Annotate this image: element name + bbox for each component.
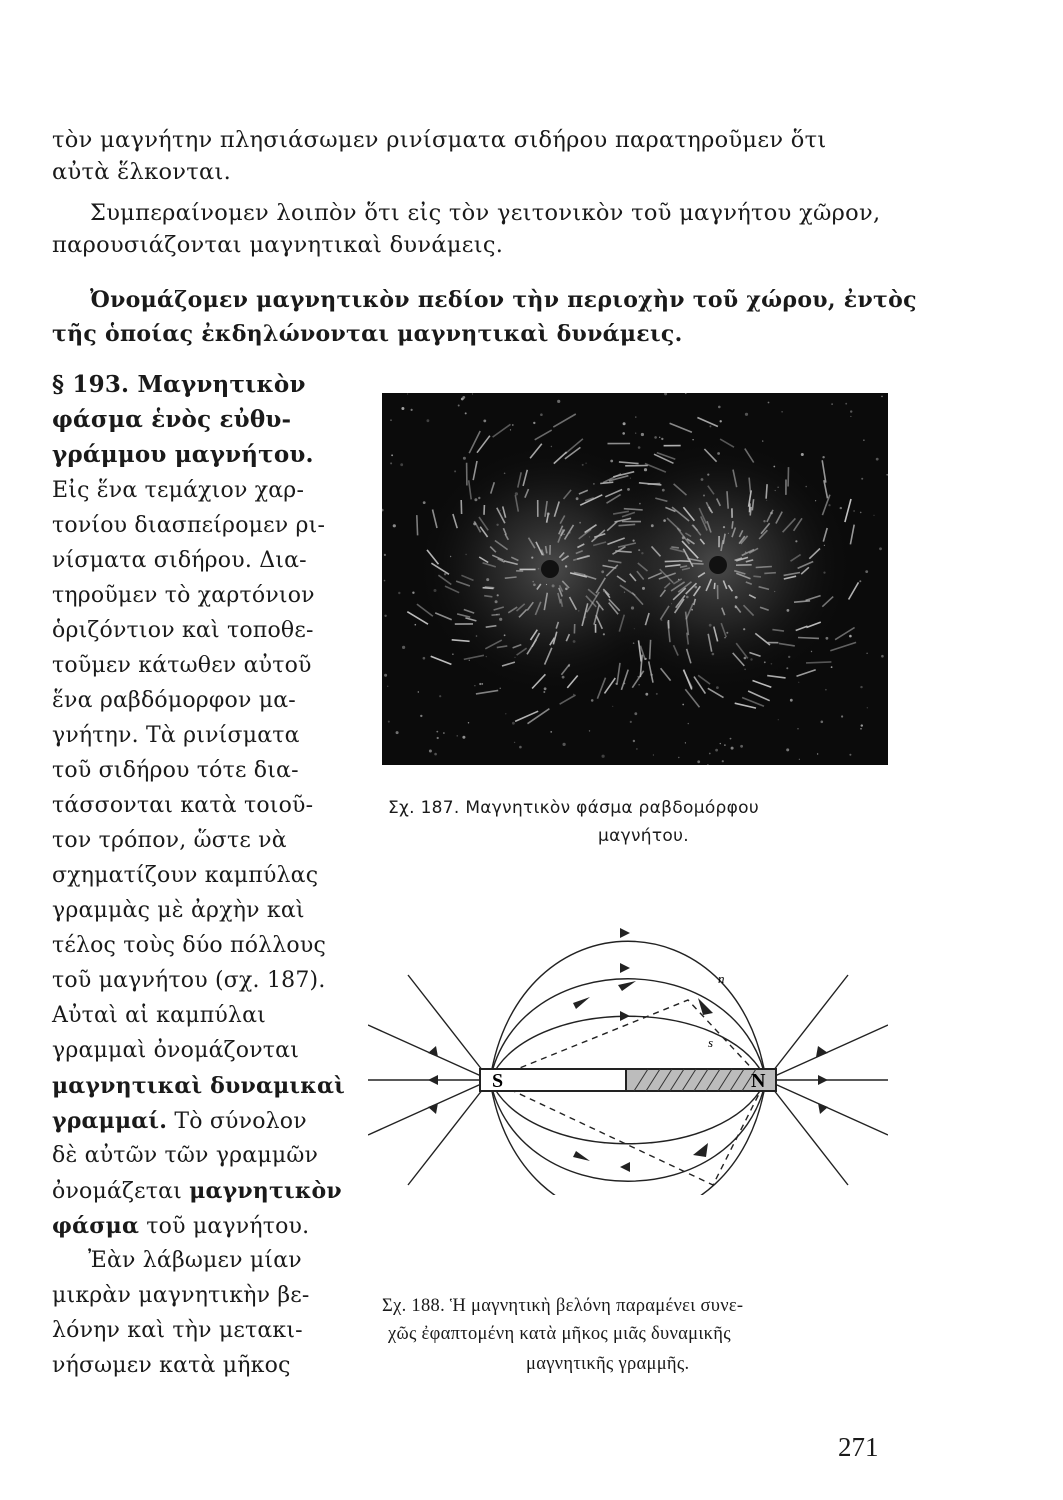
body-line-13: γραμμὰς μὲ ἀρχὴν καὶ bbox=[52, 898, 305, 923]
iron-filing-speck bbox=[407, 393, 408, 394]
iron-filing-speck bbox=[612, 706, 613, 707]
iron-filing-speck bbox=[393, 524, 396, 527]
arrowhead-right-3 bbox=[818, 1103, 828, 1114]
iron-filings-photo bbox=[382, 393, 888, 765]
iron-filing-speck bbox=[861, 478, 863, 480]
iron-filing-speck bbox=[387, 686, 388, 687]
section-heading-line-1: § 193. Μαγνητικὸν bbox=[52, 371, 306, 398]
iron-filing-speck bbox=[465, 412, 467, 414]
body-line-19 bbox=[52, 1106, 307, 1137]
arrowhead-left-1 bbox=[428, 1046, 438, 1057]
iron-filing-speck bbox=[396, 731, 399, 734]
iron-filing-speck bbox=[822, 456, 824, 458]
body-line-22 bbox=[52, 1211, 309, 1242]
iron-filing-speck bbox=[468, 722, 469, 723]
body-line-1: Εἰς ἕνα τεμάχιον χαρ- bbox=[52, 478, 305, 503]
iron-filing-speck bbox=[437, 737, 439, 739]
iron-filing-speck bbox=[463, 457, 466, 460]
iron-filing-speck bbox=[472, 394, 473, 395]
iron-filing-speck bbox=[715, 749, 718, 752]
iron-filing-speck bbox=[656, 693, 658, 695]
body-line-11: τον τρόπον, ὥστε νὰ bbox=[52, 828, 287, 853]
iron-filing-speck bbox=[841, 715, 843, 717]
iron-filing-speck bbox=[659, 437, 660, 438]
iron-filing-speck bbox=[384, 674, 387, 677]
body-line-10: τάσσονται κατὰ τοιοῦ- bbox=[52, 793, 314, 818]
body-line-12: σχηματίζουν καμπύλας bbox=[52, 863, 319, 888]
body-line-4: τηροῦμεν τὸ χαρτόνιον bbox=[52, 583, 315, 608]
iron-filing-speck bbox=[635, 433, 636, 434]
iron-filing-speck bbox=[391, 454, 393, 456]
body-line-3: νίσματα σιδήρου. Δια- bbox=[52, 548, 307, 573]
field-lines-drawing bbox=[368, 905, 888, 1195]
iron-filing-speck bbox=[512, 424, 514, 426]
iron-filing-speck bbox=[540, 413, 543, 416]
iron-filing-speck bbox=[768, 402, 770, 404]
iron-filing-speck bbox=[482, 683, 484, 685]
body-line-15: τοῦ μαγνήτου (σχ. 187). bbox=[52, 968, 326, 993]
iron-filing-speck bbox=[797, 728, 798, 729]
needle-5 bbox=[693, 1143, 708, 1157]
intro-line-1: τὸν μαγνήτην πλησιάσωμεν ρινίσματα σιδήρου παρατηροῦμεν ὅτι bbox=[52, 127, 827, 153]
body-line-5: ὁριζόντιον καὶ τοποθε- bbox=[52, 618, 314, 643]
iron-filing-speck bbox=[876, 458, 879, 461]
iron-filing-speck bbox=[639, 684, 640, 685]
arrowhead-bottom-inner bbox=[620, 1162, 630, 1172]
iron-filing-speck bbox=[550, 731, 552, 733]
iron-filing-speck bbox=[678, 757, 679, 758]
iron-filing-speck bbox=[799, 759, 800, 760]
arrowhead-left-3 bbox=[428, 1103, 438, 1114]
body-line-2: τονίου διασπείρομεν ρι- bbox=[52, 513, 326, 538]
iron-filing-speck bbox=[563, 743, 566, 746]
body-line-7: ἕνα ραβδόμορφον μα- bbox=[52, 688, 296, 713]
field-line-left-5 bbox=[408, 1080, 490, 1185]
body-line-18: μαγνητικαὶ δυναμικαὶ bbox=[52, 1073, 345, 1099]
caption-188-line-1: Σχ. 188. Ἡ μαγνητικὴ βελόνη παραμένει συνε- bbox=[382, 1296, 744, 1316]
field-line-right-4 bbox=[766, 975, 848, 1080]
body-line-16: Αὐταὶ αἱ καμπύλαι bbox=[52, 1003, 266, 1028]
arrowheads bbox=[428, 928, 828, 1195]
body-line-9: τοῦ σιδήρου τότε δια- bbox=[52, 758, 299, 783]
iron-filing-speck bbox=[831, 666, 833, 668]
field-line-right-5 bbox=[766, 1080, 848, 1185]
iron-filing-speck bbox=[400, 463, 403, 466]
iron-filing-speck bbox=[429, 750, 432, 753]
iron-filing-speck bbox=[861, 724, 863, 726]
label-needle-n: n bbox=[718, 971, 725, 986]
iron-filing-speck bbox=[731, 747, 734, 750]
iron-filing-speck bbox=[589, 730, 590, 731]
iron-filing-speck bbox=[634, 712, 637, 715]
iron-filing-speck bbox=[510, 429, 511, 430]
iron-filing-speck bbox=[423, 501, 426, 504]
iron-filing-speck bbox=[781, 411, 783, 413]
iron-filing-speck bbox=[866, 653, 867, 654]
iron-filing-speck bbox=[740, 745, 743, 748]
iron-filing-speck bbox=[688, 723, 689, 724]
iron-filing-speck bbox=[730, 738, 732, 740]
label-south-pole: S bbox=[492, 1070, 504, 1092]
iron-filing-speck bbox=[661, 438, 663, 440]
iron-filing-speck bbox=[685, 742, 686, 743]
body-line-21 bbox=[52, 1176, 342, 1207]
arrowhead-top-mid bbox=[620, 963, 630, 973]
iron-filing-speck bbox=[745, 413, 748, 416]
iron-filing-speck bbox=[388, 721, 390, 723]
iron-filing-speck bbox=[860, 728, 862, 730]
iron-filing-speck bbox=[635, 416, 636, 417]
needle-4 bbox=[573, 1151, 590, 1161]
arrowhead-right-2 bbox=[818, 1075, 828, 1085]
iron-filing-speck bbox=[557, 400, 560, 403]
iron-filing-speck bbox=[474, 685, 475, 686]
iron-filing-speck bbox=[427, 419, 430, 422]
section-heading-line-2: φάσμα ἑνὸς εὐθυ- bbox=[52, 406, 292, 433]
iron-filing-speck bbox=[845, 403, 847, 405]
iron-filing-speck bbox=[825, 689, 827, 691]
body-text-named: ὀνομάζεται bbox=[52, 1179, 190, 1204]
label-north-pole: N bbox=[751, 1070, 766, 1092]
iron-filing-speck bbox=[434, 753, 437, 756]
iron-filing-speck bbox=[398, 592, 400, 594]
bold-term-spectrum: φάσμα bbox=[52, 1213, 140, 1239]
section-heading-line-3: γράμμου μαγνήτου. bbox=[52, 441, 314, 468]
iron-filing-speck bbox=[415, 624, 417, 626]
iron-filing-speck bbox=[786, 748, 789, 751]
iron-filing-speck bbox=[411, 409, 413, 411]
caption-187-line-2: μαγνήτου. bbox=[598, 826, 689, 846]
iron-filing-speck bbox=[462, 736, 465, 739]
body-line-8: γνήτην. Τὰ ρινίσματα bbox=[52, 723, 300, 748]
iron-filing-speck bbox=[860, 512, 862, 514]
arrowhead-left-2 bbox=[428, 1075, 438, 1085]
page-number: 271 bbox=[838, 1432, 879, 1462]
iron-filing-speck bbox=[641, 433, 644, 436]
bold-term-magnetic: μαγνητικὸν bbox=[189, 1178, 342, 1204]
caption-188-line-3: μαγνητικῆς γραμμῆς. bbox=[526, 1354, 690, 1374]
caption-188-line-2: χῶς ἐφαπτομένη κατὰ μῆκος μιᾶς δυναμικῆς bbox=[388, 1324, 731, 1344]
iron-filing-speck bbox=[636, 748, 637, 749]
iron-filing-speck bbox=[718, 406, 721, 409]
iron-filing-speck bbox=[462, 396, 465, 399]
iron-filing-speck bbox=[849, 754, 851, 756]
iron-filing-speck bbox=[850, 416, 851, 417]
iron-filing-speck bbox=[865, 570, 868, 573]
iron-filing-speck bbox=[790, 699, 793, 702]
iron-filing-speck bbox=[418, 691, 419, 692]
iron-filing-speck bbox=[390, 420, 391, 421]
iron-filing-speck bbox=[879, 547, 882, 550]
iron-filing-speck bbox=[653, 754, 654, 755]
field-line-top-mid bbox=[490, 979, 766, 1080]
iron-filing-speck bbox=[762, 440, 763, 441]
arrowhead-top-inner bbox=[620, 1011, 630, 1021]
arrowhead-top-outer bbox=[620, 928, 630, 938]
iron-filing-speck bbox=[512, 722, 515, 725]
iron-filing-speck bbox=[622, 432, 625, 435]
iron-filing-speck bbox=[817, 753, 818, 754]
body-line-20: δὲ αὐτῶν τῶν γραμμῶν bbox=[52, 1143, 319, 1168]
iron-filing-speck bbox=[457, 735, 458, 736]
iron-filing-speck bbox=[831, 403, 833, 405]
iron-filing-speck bbox=[390, 462, 392, 464]
body-line-6: τοῦμεν κάτωθεν αὐτοῦ bbox=[52, 653, 312, 678]
definition-line-1: Ὀνομάζομεν μαγνητικὸν πεδίον τὴν περιοχὴν τοῦ χώρου, ἐντὸς bbox=[90, 287, 917, 313]
body-text-totality: Τὸ σύνολον bbox=[167, 1109, 307, 1134]
iron-filing-speck bbox=[722, 760, 724, 762]
label-needle-s: s bbox=[708, 1035, 714, 1050]
caption-187-line-1: Σχ. 187. Μαγνητικὸν φάσμα ραβδομόρφου bbox=[388, 798, 759, 818]
iron-filing-speck bbox=[630, 721, 632, 723]
iron-filing-speck bbox=[401, 407, 404, 410]
body-line-17: γραμμαὶ ὀνομάζονται bbox=[52, 1038, 300, 1063]
definition-line-2: τῆς ὁποίας ἐκδηλώνονται μαγνητικαὶ δυνάμεις. bbox=[52, 321, 683, 347]
iron-filing-speck bbox=[624, 683, 626, 685]
iron-filing-speck bbox=[881, 396, 883, 398]
closing-line-1: Ἐὰν λάβωμεν μίαν bbox=[88, 1248, 302, 1273]
iron-filing-speck bbox=[514, 742, 515, 743]
iron-filing-speck bbox=[638, 446, 641, 449]
iron-filing-speck bbox=[881, 655, 884, 658]
body-text-of-magnet: τοῦ μαγνήτου. bbox=[139, 1214, 310, 1239]
iron-filing-speck bbox=[873, 515, 874, 516]
body-line-14: τέλος τοὺς δύο πόλλους bbox=[52, 933, 326, 958]
iron-filings-drawing bbox=[382, 393, 888, 765]
iron-filing-speck bbox=[637, 676, 639, 678]
iron-filing-speck bbox=[479, 683, 481, 685]
closing-line-4: νήσωμεν κατὰ μῆκος bbox=[52, 1353, 291, 1378]
iron-filing-speck bbox=[724, 744, 726, 746]
iron-filing-speck bbox=[483, 420, 486, 423]
intro-line-3: Συμπεραίνομεν λοιπὸν ὅτι εἰς τὸν γειτονικὸν τοῦ μαγνήτου χῶρον, bbox=[90, 200, 881, 226]
iron-filing-speck bbox=[798, 682, 799, 683]
bold-term-lines: γραμμαί. bbox=[52, 1108, 168, 1134]
iron-filing-speck bbox=[859, 580, 861, 582]
iron-filing-speck bbox=[412, 592, 414, 594]
iron-filing-speck bbox=[384, 615, 386, 617]
iron-filing-speck bbox=[384, 580, 386, 582]
iron-filing-speck bbox=[821, 721, 824, 724]
iron-filing-speck bbox=[505, 713, 506, 714]
intro-line-4: παρουσιάζονται μαγνητικαὶ δυνάμεις. bbox=[52, 232, 504, 258]
iron-filing-speck bbox=[697, 760, 700, 763]
needle-2 bbox=[618, 981, 636, 991]
iron-filing-speck bbox=[623, 422, 626, 425]
iron-filing-speck bbox=[533, 422, 535, 424]
iron-filing-speck bbox=[778, 719, 779, 720]
iron-filing-speck bbox=[720, 743, 721, 744]
iron-filing-speck bbox=[591, 699, 594, 702]
iron-filing-speck bbox=[801, 453, 804, 456]
iron-filing-speck bbox=[853, 510, 855, 512]
iron-filing-speck bbox=[860, 686, 862, 688]
iron-filing-speck bbox=[454, 470, 456, 472]
iron-filing-speck bbox=[384, 554, 386, 556]
iron-filing-speck bbox=[654, 436, 657, 439]
iron-filing-speck bbox=[849, 635, 852, 638]
needle-1 bbox=[573, 997, 590, 1009]
field-lines-diagram bbox=[368, 905, 888, 1195]
closing-line-2: μικρὰν μαγνητικὴν βε- bbox=[52, 1283, 310, 1308]
iron-filing-speck bbox=[443, 732, 445, 734]
iron-filing-speck bbox=[850, 410, 852, 412]
iron-filing-speck bbox=[633, 740, 635, 742]
intro-line-2: αὐτὰ ἕλκονται. bbox=[52, 159, 232, 185]
iron-filing-speck bbox=[423, 657, 426, 660]
iron-filing-speck bbox=[709, 753, 711, 755]
iron-filing-speck bbox=[519, 746, 522, 749]
iron-filing-speck bbox=[420, 715, 422, 717]
iron-filing-speck bbox=[645, 693, 648, 696]
iron-filing-speck bbox=[720, 420, 722, 422]
iron-filing-speck bbox=[402, 646, 405, 649]
iron-filing-speck bbox=[602, 755, 605, 758]
iron-filing-speck bbox=[682, 704, 684, 706]
iron-filing-speck bbox=[709, 425, 711, 427]
iron-filing-speck bbox=[439, 695, 441, 697]
iron-filing-speck bbox=[867, 707, 868, 708]
field-line-bottom-outer bbox=[490, 1080, 766, 1195]
iron-filing-speck bbox=[458, 405, 460, 407]
field-line-left-4 bbox=[408, 975, 490, 1080]
iron-filing-speck bbox=[863, 440, 864, 441]
closing-line-3: λόνην καὶ τὴν μετακι- bbox=[52, 1318, 303, 1343]
iron-filing-speck bbox=[436, 731, 438, 733]
